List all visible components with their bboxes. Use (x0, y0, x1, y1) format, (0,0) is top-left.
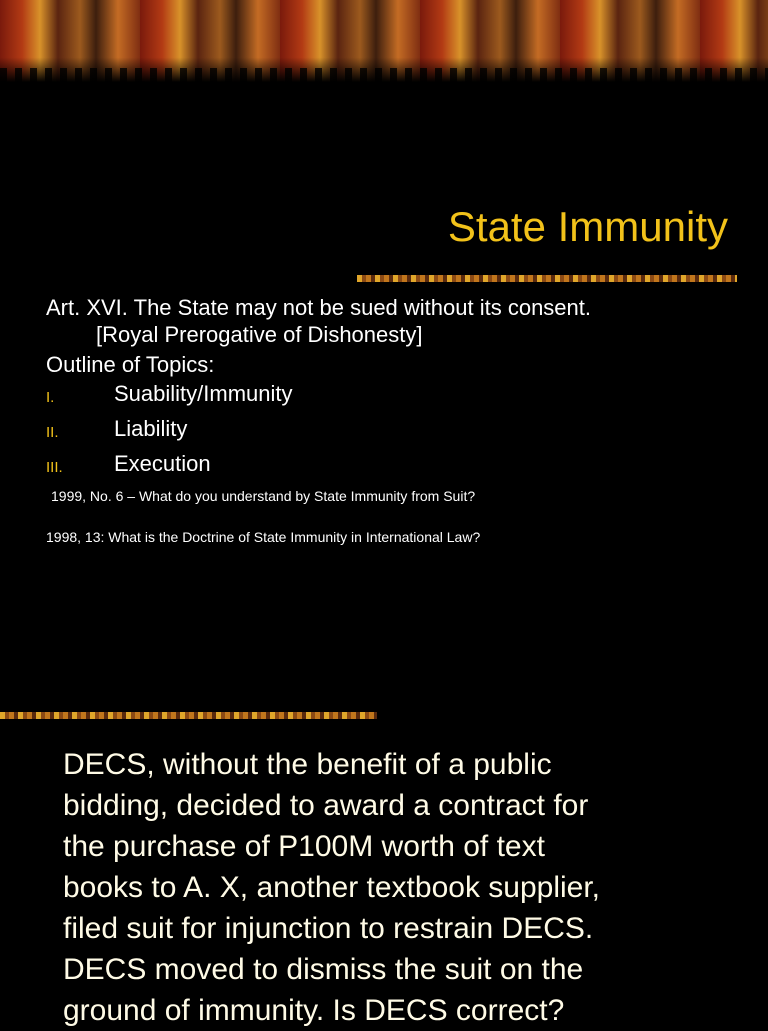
topic-item (46, 448, 746, 483)
topic-label: Liability (114, 416, 188, 441)
case-line: DECS moved to dismiss the suit on the (63, 953, 584, 986)
case-line: bidding, decided to award a contract for (63, 789, 589, 822)
slide-divider (0, 712, 377, 719)
decorative-banner (0, 0, 768, 82)
topic-item (46, 413, 746, 448)
topic-label: Execution (114, 451, 211, 476)
note-line: [Royal Prerogative of Dishonesty] (96, 322, 423, 347)
case-line: books to A. X, another textbook supplier, (63, 871, 601, 904)
article-line: Art. XVI. The State may not be sued without its consent. (46, 295, 591, 320)
topic-label: Suability/Immunity (114, 381, 293, 406)
case-problem-text (63, 744, 743, 1031)
case-line: the purchase of P100M worth of text (63, 830, 545, 863)
topic-numeral: I. (46, 389, 55, 406)
slide-content (46, 294, 746, 546)
topic-item (46, 378, 746, 413)
case-line: filed suit for injunction to restrain DECS. (63, 912, 594, 945)
outline-heading: Outline of Topics: (46, 352, 215, 377)
topic-numeral: II. (46, 424, 59, 441)
question-1998: 1998, 13: What is the Doctrine of State Immunity in International Law? (46, 529, 481, 545)
case-line: ground of immunity. Is DECS correct? (63, 994, 565, 1027)
topic-numeral: III. (46, 459, 63, 476)
case-line: DECS, without the benefit of a public (63, 748, 552, 781)
title-divider (357, 275, 737, 282)
slide-title: State Immunity (447, 203, 728, 250)
question-1999: 1999, No. 6 – What do you understand by State Immunity from Suit? (51, 488, 476, 504)
